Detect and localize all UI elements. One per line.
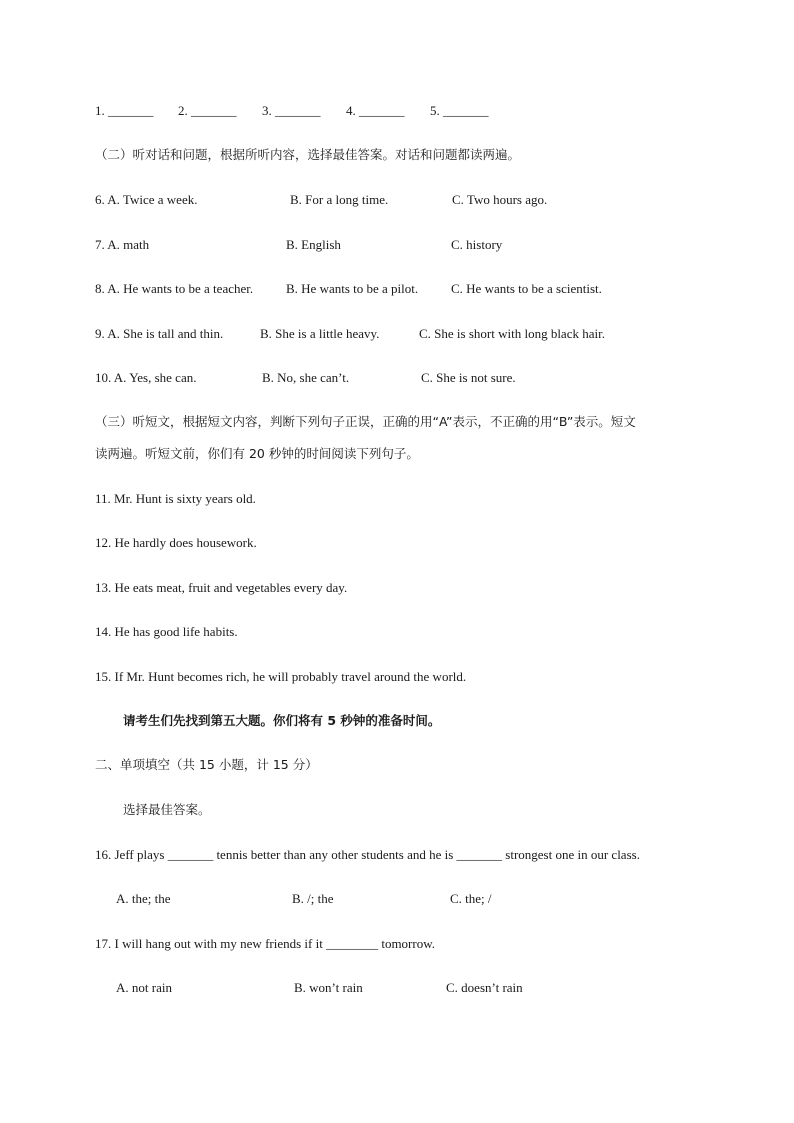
part2-title: 二、单项填空（共 15 小题，计 15 分） [95, 757, 318, 772]
statement-11: 11. Mr. Hunt is sixty years old. [95, 491, 256, 506]
statement-12: 12. He hardly does housework. [95, 535, 257, 550]
notice: 请考生们先找到第五大题。你们将有 5 秒钟的准备时间。 [123, 713, 441, 728]
option-a: 7. A. math [95, 237, 150, 252]
option-b: B. For a long time. [290, 192, 389, 207]
option-a: 9. A. She is tall and thin. [95, 326, 224, 341]
option-c: C. Two hours ago. [452, 192, 548, 207]
blank-2: 2. _______ [178, 103, 237, 118]
option-a: 6. A. Twice a week. [95, 192, 198, 207]
section3-instruction-line2: 读两遍。听短文前，你们有 20 秒钟的时间阅读下列句子。 [95, 446, 419, 461]
option-a: 8. A. He wants to be a teacher. [95, 281, 254, 296]
blank-3: 3. _______ [262, 103, 321, 118]
option-a: A. not rain [116, 980, 172, 995]
blank-5: 5. _______ [430, 103, 489, 118]
section2-instruction: （二）听对话和问题，根据所听内容，选择最佳答案。对话和问题都读两遍。 [95, 147, 521, 162]
option-c: C. the; / [450, 891, 492, 906]
question-stem: 17. I will hang out with my new friends if it ________ tomorrow. [95, 936, 436, 951]
option-c: C. doesn’t rain [446, 980, 523, 995]
blank-4: 4. _______ [346, 103, 405, 118]
option-b: B. She is a little heavy. [260, 326, 380, 341]
blank-1: 1. _______ [95, 103, 154, 118]
option-c: C. He wants to be a scientist. [451, 281, 602, 296]
option-b: B. No, she can’t. [262, 370, 350, 385]
question-stem: 16. Jeff plays _______ tennis better than any other students and he is _______ strongest one in our class. [95, 847, 640, 862]
statement-15: 15. If Mr. Hunt becomes rich, he will probably travel around the world. [95, 669, 467, 684]
option-b: B. /; the [292, 891, 334, 906]
option-b: B. English [286, 237, 341, 252]
option-b: B. He wants to be a pilot. [286, 281, 419, 296]
option-b: B. won’t rain [294, 980, 363, 995]
part2-instruction: 选择最佳答案。 [123, 802, 211, 817]
option-a: A. the; the [116, 891, 171, 906]
statement-13: 13. He eats meat, fruit and vegetables every day. [95, 580, 348, 595]
option-a: 10. A. Yes, she can. [95, 370, 197, 385]
option-c: C. history [451, 237, 503, 252]
option-c: C. She is not sure. [421, 370, 516, 385]
option-c: C. She is short with long black hair. [419, 326, 605, 341]
statement-14: 14. He has good life habits. [95, 624, 238, 639]
section3-instruction-line1: （三）听短文，根据短文内容，判断下列句子正误，正确的用“A”表示，不正确的用“B”表示。短文 [95, 414, 636, 429]
